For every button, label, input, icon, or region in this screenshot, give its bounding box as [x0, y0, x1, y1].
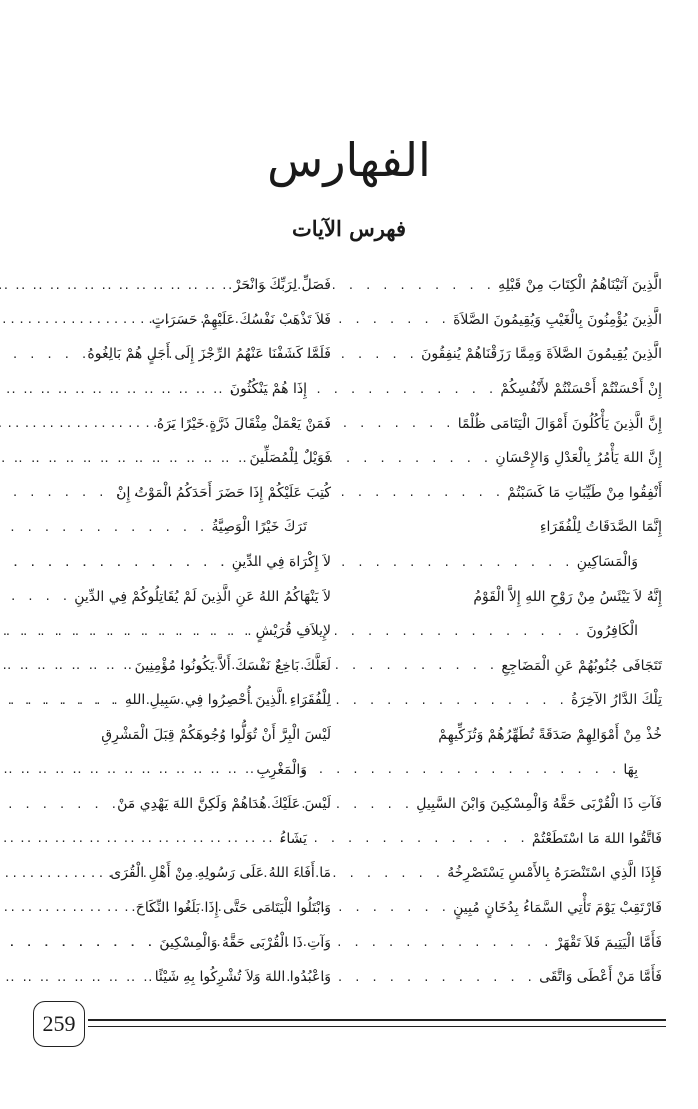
verse-text: وَآتِ ذَا الْقُرْبَى حَقَّهُ وَالْمِسْكِينَ — [159, 934, 331, 951]
verse-text: إِنَّ الَّذِينَ يَأْكُلُونَ أَمْوَالَ الْيَتَامَى ظُلْمًا — [457, 415, 662, 432]
verse-text: لَيْسَ عَلَيْكَ هُدَاهُمْ وَلَكِنَّ اللهَ يَهْدِي مَنْ — [117, 796, 331, 813]
index-entry — [25, 718, 331, 753]
verse-text: وَابْتَلُوا الْيَتَامَى حَتَّى إِذَا بَلَغُوا النِّكَاحَ — [135, 899, 331, 916]
index-entry — [356, 787, 662, 822]
verse-text: إِنْ أَحْسَنْتُمْ أَحْسَنْتُمْ لأَنْفُسِكُمْ — [500, 381, 662, 398]
index-entry — [25, 303, 331, 338]
verse-text: لَعَلَّكَ بَاخِعٌ نَفْسَكَ أَلاَّ يَكُونُوا مُؤْمِنِينَ — [134, 657, 331, 674]
leader-dots — [0, 521, 207, 534]
leader-dots — [0, 832, 276, 845]
leader-dots — [0, 383, 226, 396]
index-entry — [356, 925, 662, 960]
index-entry — [25, 337, 331, 372]
index-entry — [25, 372, 331, 407]
verse-text: تَتَجَافَى جُنُوبُهُمْ عَنِ الْمَضَاجِعِ — [501, 657, 662, 674]
index-entry — [25, 441, 331, 476]
verse-text: أَنْفِقُوا مِنْ طَيِّبَاتِ مَا كَسَبْتُمْ — [507, 484, 662, 501]
verse-text: فَصَلِّ لِرَبِّكَ وَانْحَرْ — [233, 277, 331, 294]
leader-dots — [0, 867, 106, 880]
verse-text: وَاعْبُدُوا اللهَ وَلاَ تُشْرِكُوا بِهِ شَيْئًا — [154, 969, 331, 986]
verse-text: فَأَمَّا مَنْ أَعْطَى وَاتَّقَى — [539, 969, 662, 986]
index-entry — [25, 856, 331, 891]
index-entry — [356, 856, 662, 891]
verse-text: مَا أَفَاءَ اللهُ عَلَى رَسُولِهِ مِنْ أَهْلِ الْقُرَى — [110, 865, 331, 882]
index-entry — [25, 683, 331, 718]
leader-dots — [0, 279, 230, 292]
verse-text: وَالْمَغْرِبِ — [256, 761, 307, 778]
leader-dots — [0, 936, 155, 949]
index-entry — [356, 337, 662, 372]
leader-dots — [0, 625, 252, 638]
index-entry — [356, 822, 662, 857]
leader-dots — [0, 452, 245, 465]
footer-rule-thick — [88, 1019, 666, 1021]
index-entry — [25, 925, 331, 960]
index-entry — [356, 891, 662, 926]
index-entry — [356, 476, 662, 511]
index-entry — [356, 683, 662, 718]
verse-text: تِلْكَ الدَّارُ الآخِرَةُ — [571, 692, 662, 709]
index-column-right — [356, 268, 662, 994]
index-entry — [356, 960, 662, 995]
index-entry — [25, 649, 331, 684]
index-entry — [25, 579, 331, 614]
section-title: فهرس الآيات — [291, 216, 407, 241]
page-title: الفهارس — [267, 133, 431, 187]
leader-dots — [0, 971, 151, 984]
footer-rule-thin — [88, 1026, 666, 1027]
index-entry — [25, 406, 331, 441]
index-entry — [356, 406, 662, 441]
verse-text: لَيْسَ الْبِرَّ أَنْ تُوَلُّوا وُجُوهَكُمْ قِبَلَ الْمَشْرِقِ — [101, 727, 331, 744]
verse-text: فَأَمَّا الْيَتِيمَ فَلاَ تَقْهَرْ — [555, 934, 662, 951]
index-entry — [25, 787, 331, 822]
index-entry — [25, 822, 331, 857]
verse-text: إِنَّمَا الصَّدَقَاتُ لِلْفُقَرَاءِ — [539, 519, 662, 536]
verse-text: لإِيلاَفِ قُرَيْشٍ — [255, 623, 331, 640]
index-entry — [356, 614, 662, 649]
leader-dots — [0, 901, 132, 914]
index-entry — [25, 614, 331, 649]
index-column-left — [25, 268, 331, 994]
index-entry — [356, 372, 662, 407]
verse-text: إِنَّهُ لاَ يَيْئَسُ مِنْ رَوْحِ اللهِ إِلاَّ الْقَوْمُ — [473, 588, 662, 605]
verse-text: الَّذِينَ آتَيْنَاهُمُ الْكِتَابَ مِنْ قَبْلِهِ — [498, 277, 662, 294]
verse-text: فَاتَّقُوا اللهَ مَا اسْتَطَعْتُمْ — [531, 830, 662, 847]
verse-text: تَرَكَ خَيْرًا الْوَصِيَّةُ — [211, 519, 307, 536]
index-entry — [356, 579, 662, 614]
leader-dots — [0, 659, 131, 672]
verse-text: لِلْفُقَرَاءِ الَّذِينَ أُحْصِرُوا فِي سَبِيلِ اللهِ — [124, 692, 331, 709]
verse-text: وَالْمَسَاكِينِ — [576, 554, 638, 571]
verse-text: إِذَا هُمْ يَنْكُثُونَ — [229, 381, 307, 398]
verse-text: لاَ يَنْهَاكُمُ اللهُ عَنِ الَّذِينَ لَمْ يُقَاتِلُوكُمْ فِي الدِّينِ — [74, 588, 331, 605]
verse-text: الَّذِينَ يُقِيمُونَ الصَّلاَةَ وَمِمَّا رَزَقْنَاهُمْ يُنفِقُونَ — [421, 346, 662, 363]
verse-text: الْكَافِرُونَ — [586, 623, 638, 640]
leader-dots — [0, 763, 252, 776]
index-entry — [25, 752, 331, 787]
index-entry — [356, 268, 662, 303]
index-entry — [356, 649, 662, 684]
index-entry — [356, 752, 662, 787]
verse-text: فَارْتَقِبْ يَوْمَ تَأْتِي السَّمَاءُ بِدُخَانٍ مُبِينٍ — [453, 899, 662, 916]
verse-text: فَإِذَا الَّذِي اسْتَنْصَرَهُ بِالأَمْسِ يَسْتَصْرِخُهُ — [447, 865, 662, 882]
index-entry — [356, 303, 662, 338]
verse-text: إِنَّ اللهَ يَأْمُرُ بِالْعَدْلِ وَالإِحْسَانِ — [495, 450, 662, 467]
index-entry — [356, 718, 662, 753]
verse-text: كُتِبَ عَلَيْكُمْ إِذَا حَضَرَ أَحَدَكُمُ الْمَوْتُ إِنْ — [116, 484, 331, 501]
verse-text: فَآتِ ذَا الْقُرْبَى حَقَّهُ وَالْمِسْكِينَ وَابْنَ السَّبِيلِ — [416, 796, 662, 813]
index-entry — [25, 268, 331, 303]
verse-text: فَوَيْلٌ لِلْمُصَلِّينَ — [249, 450, 331, 467]
verse-text: بِهَا — [623, 761, 638, 778]
verse-text: فَلاَ تَذْهَبْ نَفْسُكَ عَلَيْهِمْ حَسَرَاتٍ — [151, 311, 331, 328]
verse-text: يَشَاءُ — [279, 830, 307, 847]
index-entry — [25, 960, 331, 995]
index-entry — [356, 510, 662, 545]
index-entry — [25, 545, 331, 580]
verse-text: فَلَمَّا كَشَفْنَا عَنْهُمُ الرِّجْزَ إِلَى أَجَلٍ هُمْ بَالِغُوهُ — [87, 346, 331, 363]
verse-text: خُذْ مِنْ أَمْوَالِهِمْ صَدَقَةً تُطَهِّرُهُمْ وَتُزَكِّيهِمْ — [438, 727, 662, 744]
leader-dots — [0, 313, 148, 326]
verse-text: لاَ إِكْرَاهَ فِي الدِّينِ — [231, 554, 331, 571]
index-entry — [25, 510, 331, 545]
leader-dots — [0, 417, 153, 430]
verse-text: الَّذِينَ يُؤْمِنُونَ بِالْغَيْبِ وَيُقِيمُونَ الصَّلاَةَ — [453, 311, 662, 328]
leader-dots — [0, 556, 228, 569]
verse-text: فَمَنْ يَعْمَلْ مِثْقَالَ ذَرَّةٍ خَيْرًا يَرَهُ — [156, 415, 331, 432]
page-number: 259 — [33, 1001, 85, 1047]
leader-dots — [0, 590, 70, 603]
index-entry — [356, 441, 662, 476]
index-entry — [25, 891, 331, 926]
index-entry — [25, 476, 331, 511]
leader-dots — [0, 694, 121, 707]
index-entry — [356, 545, 662, 580]
